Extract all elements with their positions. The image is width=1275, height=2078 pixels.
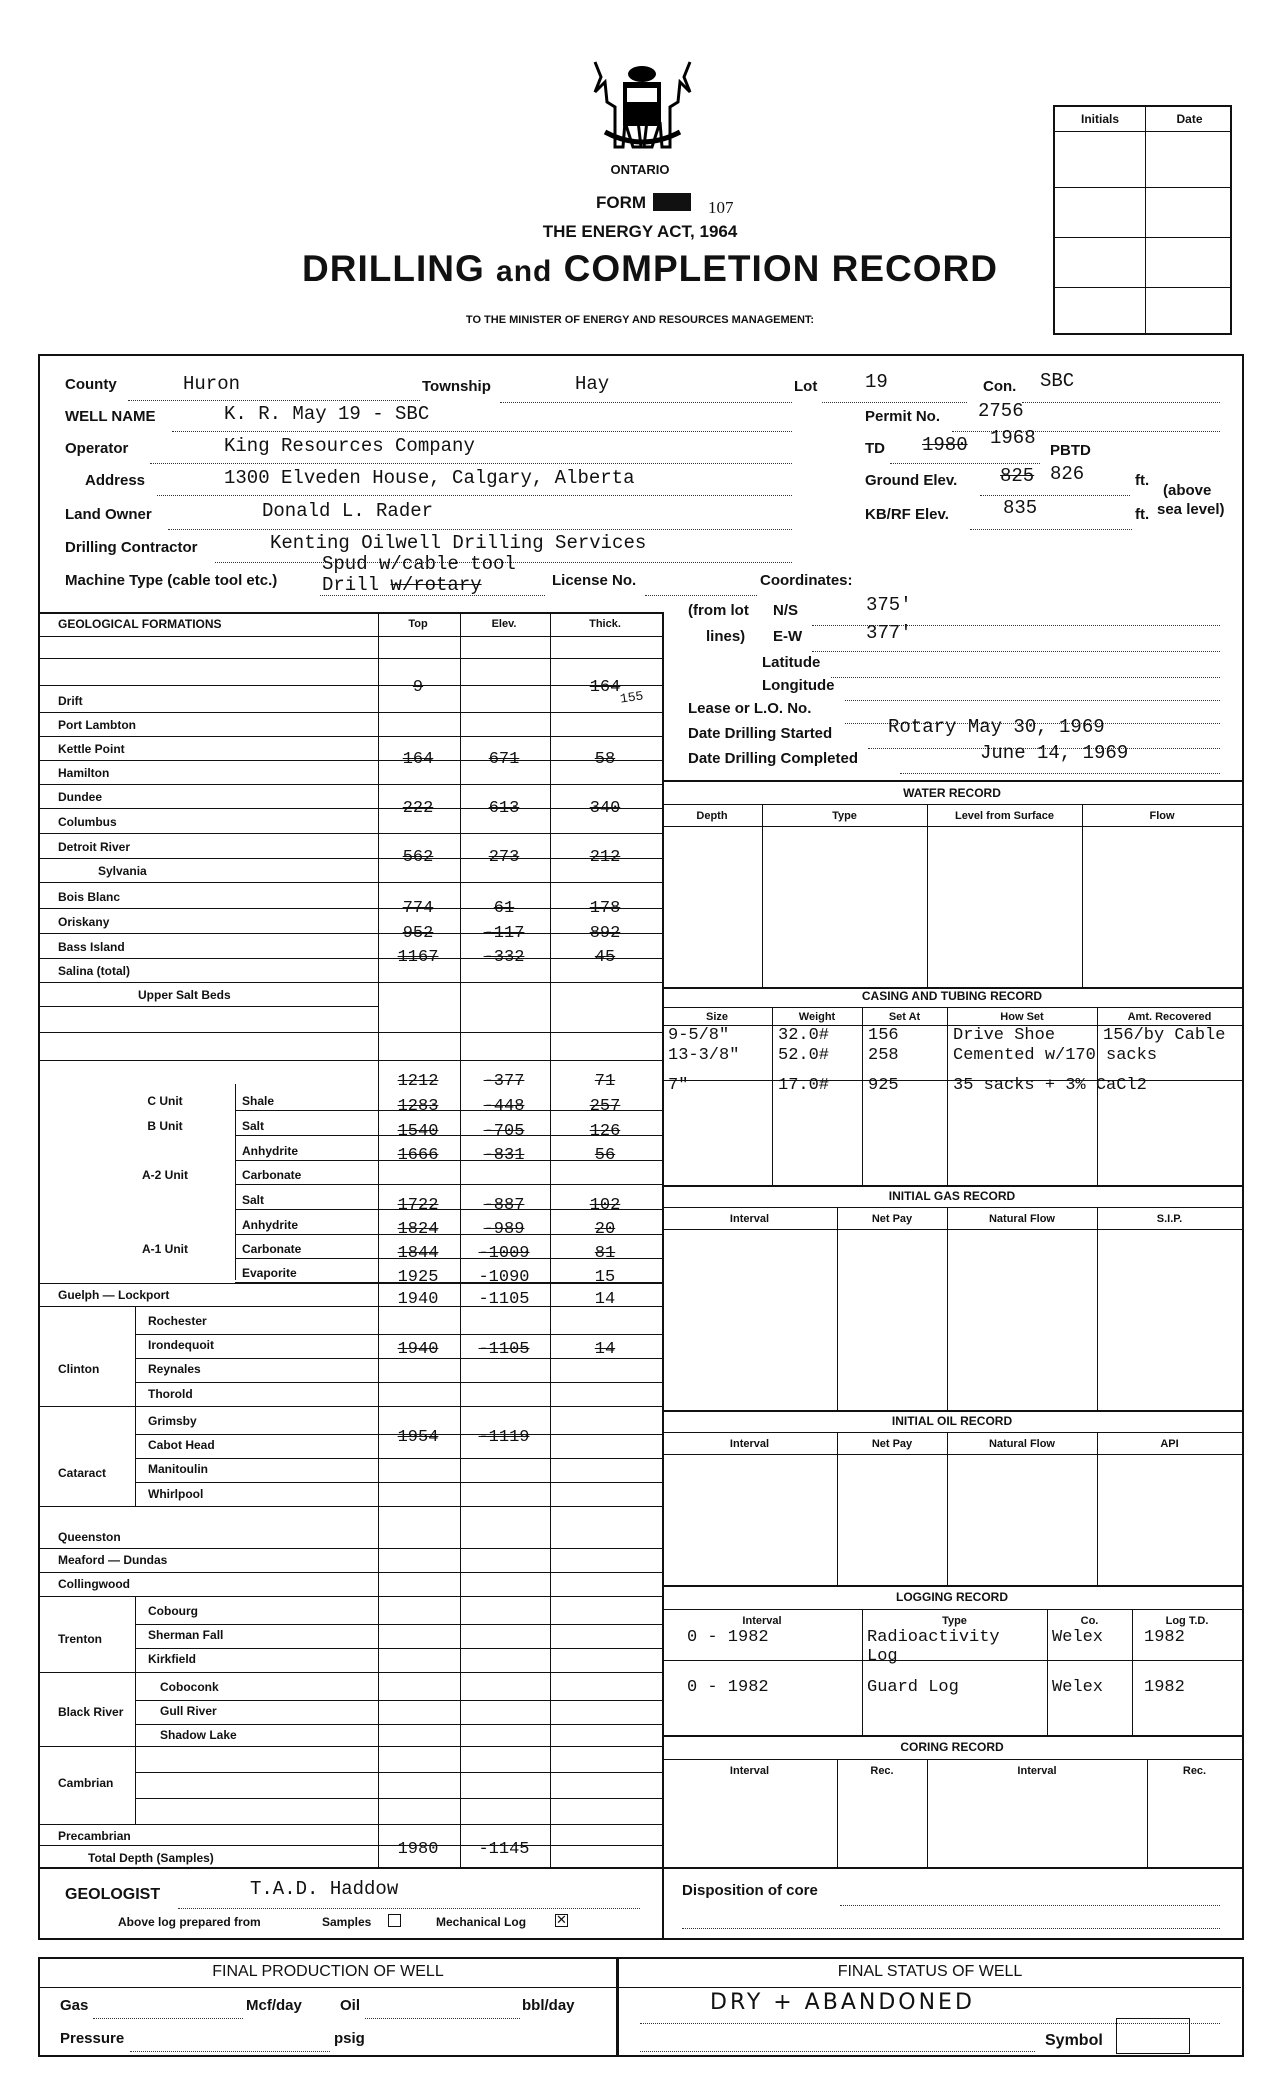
casing-cell-amt: 156/by Cable xyxy=(1103,1026,1226,1045)
salina-sub-name: Salt xyxy=(242,1119,265,1133)
logging-cell-type: Radioactivity Log xyxy=(867,1628,1000,1666)
pressure-label: Pressure xyxy=(60,2030,125,2047)
formation-name: Sylvania xyxy=(98,864,147,878)
formation-thick: 58 xyxy=(594,750,616,769)
precambrian-name: Precambrian xyxy=(58,1829,131,1843)
formation-elev: -887 xyxy=(483,1196,525,1215)
formation-thick: 81 xyxy=(594,1244,616,1263)
township-value: Hay xyxy=(575,373,610,395)
formation-thick: 14 xyxy=(594,1290,616,1309)
casing-cell-weight: 52.0# xyxy=(778,1046,830,1065)
coring-col-interval-1: Interval xyxy=(729,1765,770,1777)
samples-label: Samples xyxy=(322,1915,372,1929)
formation-thick: 178 xyxy=(589,899,621,918)
permit-value: 2756 xyxy=(978,400,1024,422)
clinton-sub-name: Thorold xyxy=(148,1387,193,1401)
water-col-level: Level from Surface xyxy=(954,810,1055,822)
contractor-value: Kenting Oilwell Drilling Services xyxy=(270,532,647,554)
black-river-name: Black River xyxy=(58,1705,124,1719)
cataract-sub-name: Grimsby xyxy=(148,1414,197,1428)
cataract-sub-name: Manitoulin xyxy=(148,1462,208,1476)
operator-value: King Resources Company xyxy=(224,435,475,457)
logging-col-interval: Interval xyxy=(742,1615,782,1627)
coring-col-rec-2: Rec. xyxy=(1182,1765,1207,1777)
casing-cell-set: 925 xyxy=(868,1076,899,1095)
formation-elev: -1105 xyxy=(478,1290,530,1309)
formation-elev: -332 xyxy=(483,948,525,967)
ns-label: N/S xyxy=(773,602,799,619)
oil-col-flow: Natural Flow xyxy=(988,1438,1055,1450)
formation-name: Bois Blanc xyxy=(58,890,121,904)
status-value: DRY + ABANDONED xyxy=(710,1990,975,2015)
formation-thick: 45 xyxy=(594,948,616,967)
license-label: License No. xyxy=(552,572,637,589)
license-field[interactable] xyxy=(645,575,757,596)
casing-col-set: Set At xyxy=(888,1011,921,1023)
gas-col-interval: Interval xyxy=(729,1213,770,1225)
ground-elev-label: Ground Elev. xyxy=(865,472,958,489)
geo-header-formations: GEOLOGICAL FORMATIONS xyxy=(58,617,222,631)
casing-cell-size: 13-3/8" xyxy=(668,1046,740,1065)
clinton-sub-name: Rochester xyxy=(148,1314,207,1328)
casing-record-table xyxy=(662,985,1242,1187)
formation-thick: 164 xyxy=(589,678,621,697)
meaford-name: Meaford — Dundas xyxy=(58,1553,168,1567)
logging-record-title: LOGGING RECORD xyxy=(895,1590,1008,1604)
oil-field[interactable] xyxy=(365,2000,520,2019)
pbtd-label: PBTD xyxy=(1050,442,1091,459)
longitude-label: Longitude xyxy=(762,677,835,694)
formation-name: Bass Island xyxy=(58,940,125,954)
address-value: 1300 Elveden House, Calgary, Alberta xyxy=(224,467,635,489)
latitude-field[interactable] xyxy=(831,657,1220,678)
form-number: 107 xyxy=(708,198,734,217)
casing-cell-weight: 17.0# xyxy=(778,1076,830,1095)
casing-col-weight: Weight xyxy=(798,1011,836,1023)
oil-record-table xyxy=(662,1410,1242,1587)
form-subtitle: TO THE MINISTER OF ENERGY AND RESOURCES MANAGEMENT: xyxy=(465,314,815,326)
disposition-field[interactable] xyxy=(840,1885,1220,1906)
casing-cell-set: 156 xyxy=(868,1026,899,1045)
gas-record-table xyxy=(662,1185,1242,1412)
salina-sub-name: Shale xyxy=(242,1094,275,1108)
ft-label-2: ft. xyxy=(1135,506,1150,523)
geologist-field[interactable] xyxy=(178,1888,640,1909)
lot-field[interactable] xyxy=(822,382,967,403)
logging-col-co: Co. xyxy=(1080,1615,1099,1627)
county-field[interactable] xyxy=(128,380,420,401)
kb-field[interactable] xyxy=(970,509,1132,530)
formation-name: Oriskany xyxy=(58,915,110,929)
salina-sub-name: Carbonate xyxy=(242,1242,302,1256)
trenton-sub-name: Kirkfield xyxy=(148,1652,197,1666)
salina-sub-name: Carbonate xyxy=(242,1168,302,1182)
total-depth-elev: -1145 xyxy=(478,1840,530,1859)
water-record-title: WATER RECORD xyxy=(903,786,1001,800)
mech-log-checkbox[interactable]: ✕ xyxy=(556,1912,567,1927)
formation-elev: 273 xyxy=(488,848,520,867)
formation-elev: -989 xyxy=(483,1220,525,1239)
trenton-sub-name: Cobourg xyxy=(148,1604,198,1618)
lease-label: Lease or L.O. No. xyxy=(688,700,812,717)
drift-thick-annotation: 155 xyxy=(619,688,645,707)
gas-col-flow: Natural Flow xyxy=(988,1213,1055,1225)
disposition-field-2[interactable] xyxy=(682,1908,1220,1929)
formation-thick: 102 xyxy=(589,1196,621,1215)
form-title: DRILLING and COMPLETION RECORD xyxy=(302,248,998,289)
samples-checkbox[interactable] xyxy=(388,1914,401,1927)
cataract-sub-name: Cabot Head xyxy=(148,1438,215,1452)
salina-unit-name: B Unit xyxy=(147,1119,183,1133)
latitude-label: Latitude xyxy=(762,654,821,671)
mcf-label: Mcf/day xyxy=(246,1997,302,2014)
well-name-label: WELL NAME xyxy=(65,408,156,425)
formation-top: 1940 xyxy=(397,1290,439,1309)
date-label: Date xyxy=(1176,112,1203,126)
land-owner-value: Donald L. Rader xyxy=(262,500,434,522)
gas-field[interactable] xyxy=(93,2000,243,2019)
td-label: TD xyxy=(865,440,885,457)
formation-elev: -1119 xyxy=(478,1428,530,1447)
collingwood-name: Collingwood xyxy=(58,1577,130,1591)
salina-sub-name: Salt xyxy=(242,1193,265,1207)
formation-elev: 671 xyxy=(488,750,520,769)
formation-elev: 613 xyxy=(488,799,520,818)
formation-top: 1167 xyxy=(397,948,439,967)
total-depth-top: 1980 xyxy=(397,1840,439,1859)
black-river-sub-name: Shadow Lake xyxy=(160,1728,237,1742)
formation-top: 1925 xyxy=(397,1268,439,1287)
longitude-field[interactable] xyxy=(845,680,1220,701)
logging-cell-interval: 0 - 1982 xyxy=(687,1678,769,1697)
status-field-2[interactable] xyxy=(640,2035,1035,2052)
cataract-name: Cataract xyxy=(58,1466,107,1480)
formation-name: Drift xyxy=(58,694,83,708)
black-river-sub-name: Coboconk xyxy=(160,1680,219,1694)
trenton-sub-name: Sherman Fall xyxy=(148,1628,224,1642)
black-river-sub-name: Gull River xyxy=(160,1704,217,1718)
ew-label: E-W xyxy=(773,628,803,645)
formation-top: 1283 xyxy=(397,1097,439,1116)
formation-top: 1954 xyxy=(397,1428,439,1447)
ground-elev-new-value: 826 xyxy=(1050,463,1085,485)
formation-elev: -448 xyxy=(483,1097,525,1116)
formation-thick: 14 xyxy=(594,1340,616,1359)
formation-top: 222 xyxy=(402,799,434,818)
formation-top: 1722 xyxy=(397,1196,439,1215)
ns-value: 375' xyxy=(866,594,912,616)
formation-elev: -831 xyxy=(483,1146,525,1165)
prepared-from-label: Above log prepared from xyxy=(118,1915,261,1929)
formation-top: 774 xyxy=(402,899,434,918)
formation-elev: -705 xyxy=(483,1122,525,1141)
formation-elev: -117 xyxy=(483,924,525,943)
formation-name: Dundee xyxy=(58,790,103,804)
oil-col-netpay: Net Pay xyxy=(871,1438,913,1450)
logging-cell-type: Guard Log xyxy=(867,1678,959,1697)
county-label: County xyxy=(65,376,117,393)
contractor-label: Drilling Contractor xyxy=(65,539,198,556)
formation-top: 1844 xyxy=(397,1244,439,1263)
gas-col-sip: S.I.P. xyxy=(1156,1213,1183,1225)
machine-value-2: Drill w/rotary xyxy=(322,574,482,596)
formation-top: 1824 xyxy=(397,1220,439,1239)
above-label: (above xyxy=(1163,482,1212,499)
formation-top: 9 xyxy=(412,678,424,697)
ft-label-1: ft. xyxy=(1135,472,1150,489)
form-number-stamp xyxy=(653,193,691,211)
coring-col-rec-1: Rec. xyxy=(870,1765,894,1777)
kb-label: KB/RF Elev. xyxy=(865,506,949,523)
logging-cell-interval: 0 - 1982 xyxy=(687,1628,769,1647)
td-new-value: 1968 xyxy=(990,427,1036,449)
pressure-field[interactable] xyxy=(130,2033,330,2052)
township-label: Township xyxy=(422,378,491,395)
formation-top: 1212 xyxy=(397,1072,439,1091)
ew-value: 377' xyxy=(866,622,912,644)
cambrian-name: Cambrian xyxy=(58,1776,114,1790)
casing-cell-how: 35 sacks + 3% CaCl2 xyxy=(953,1076,1147,1095)
initials-date-box xyxy=(1053,105,1232,335)
formation-name: Upper Salt Beds xyxy=(138,988,231,1002)
geo-header-top: Top xyxy=(408,618,428,630)
geo-header-thick: Thick. xyxy=(589,618,621,630)
logging-cell-co: Welex xyxy=(1052,1678,1104,1697)
formation-top: 164 xyxy=(402,750,434,769)
formation-top: 1940 xyxy=(397,1340,439,1359)
machine-value-1: Spud w/cable tool xyxy=(322,553,516,575)
crest-emblem xyxy=(585,52,700,154)
casing-col-how: How Set xyxy=(1000,1011,1044,1023)
guelph-name: Guelph — Lockport xyxy=(58,1288,170,1302)
salina-sub-name: Evaporite xyxy=(242,1266,297,1280)
casing-cell-size: 9-5/8" xyxy=(668,1026,730,1045)
act-title: THE ENERGY ACT, 1964 xyxy=(542,222,738,241)
casing-col-size: Size xyxy=(705,1011,728,1023)
oil-label: Oil xyxy=(340,1997,361,2014)
formation-top: 952 xyxy=(402,924,434,943)
formation-thick: 340 xyxy=(589,799,621,818)
land-owner-label: Land Owner xyxy=(65,506,152,523)
clinton-sub-name: Reynales xyxy=(148,1362,201,1376)
started-label: Date Drilling Started xyxy=(688,725,833,742)
completed-label: Date Drilling Completed xyxy=(688,750,859,767)
cataract-sub-name: Whirlpool xyxy=(148,1487,204,1501)
formation-elev: 61 xyxy=(493,899,515,918)
bbl-label: bbl/day xyxy=(522,1997,575,2014)
logging-cell-co: Welex xyxy=(1052,1628,1104,1647)
clinton-name: Clinton xyxy=(58,1362,100,1376)
logging-col-type: Type xyxy=(942,1615,967,1627)
psig-label: psig xyxy=(334,2030,365,2047)
water-col-type: Type xyxy=(832,810,857,822)
status-title: FINAL STATUS OF WELL xyxy=(837,1963,1023,1980)
casing-cell-how: Drive Shoe xyxy=(953,1026,1056,1045)
oil-col-interval: Interval xyxy=(729,1438,770,1450)
formation-thick: 15 xyxy=(594,1268,616,1287)
total-depth-label: Total Depth (Samples) xyxy=(88,1851,214,1865)
td-struck-value: 1980 xyxy=(922,434,968,456)
province-name: ONTARIO xyxy=(610,162,670,177)
queenston-name: Queenston xyxy=(58,1530,121,1544)
formation-name: Salina (total) xyxy=(58,964,131,978)
clinton-sub-name: Irondequoit xyxy=(148,1338,214,1352)
completed-value: June 14, 1969 xyxy=(980,742,1129,764)
con-label: Con. xyxy=(983,378,1017,395)
salina-unit-name: C Unit xyxy=(147,1094,183,1108)
gas-col-netpay: Net Pay xyxy=(871,1213,913,1225)
oil-col-api: API xyxy=(1160,1438,1179,1450)
coring-col-interval-2: Interval xyxy=(1017,1765,1057,1777)
casing-record-title: CASING AND TUBING RECORD xyxy=(861,989,1043,1003)
mech-log-label: Mechanical Log xyxy=(436,1915,527,1929)
formation-top: 1666 xyxy=(397,1146,439,1165)
symbol-box[interactable] xyxy=(1116,2018,1190,2054)
coring-record-table xyxy=(662,1735,1242,1867)
casing-cell-set: 258 xyxy=(868,1046,899,1065)
address-label: Address xyxy=(85,472,146,489)
disposition-label: Disposition of core xyxy=(682,1882,818,1899)
formation-name: Kettle Point xyxy=(58,742,125,756)
from-lot-label: (from lot xyxy=(688,602,749,619)
coring-record-title: CORING RECORD xyxy=(900,1740,1004,1754)
salina-sub-name: Anhydrite xyxy=(242,1144,299,1158)
formation-thick: 126 xyxy=(589,1122,621,1141)
oil-record-title: INITIAL OIL RECORD xyxy=(891,1414,1013,1428)
water-record-table xyxy=(662,780,1242,989)
lines-label: lines) xyxy=(706,628,746,645)
casing-cell-size: 7" xyxy=(668,1076,689,1095)
gas-label: Gas xyxy=(60,1997,89,2014)
formation-thick: 212 xyxy=(589,848,621,867)
casing-cell-how: Cemented w/170 sacks xyxy=(953,1046,1158,1065)
ground-elev-value: 825 xyxy=(1000,465,1035,487)
formation-elev: -1009 xyxy=(478,1244,530,1263)
county-value: Huron xyxy=(183,373,241,395)
formation-thick: 20 xyxy=(594,1220,616,1239)
formation-name: Columbus xyxy=(58,815,117,829)
formation-thick: 257 xyxy=(589,1097,621,1116)
water-col-depth: Depth xyxy=(696,810,728,822)
logging-cell-td: 1982 xyxy=(1144,1678,1185,1697)
formation-top: 1540 xyxy=(397,1122,439,1141)
formation-elev: -1090 xyxy=(478,1268,530,1287)
casing-col-amt: Amt. Recovered xyxy=(1127,1011,1212,1023)
coordinates-label: Coordinates: xyxy=(760,572,853,589)
geologist-label: GEOLOGIST xyxy=(65,1886,161,1903)
production-title: FINAL PRODUCTION OF WELL xyxy=(212,1963,444,1980)
logging-col-td: Log T.D. xyxy=(1165,1615,1209,1627)
casing-cell-weight: 32.0# xyxy=(778,1026,830,1045)
township-field[interactable] xyxy=(500,382,792,403)
formation-top: 562 xyxy=(402,848,434,867)
salina-sub-name: Anhydrite xyxy=(242,1218,299,1232)
formation-elev: -1105 xyxy=(478,1340,530,1359)
geo-header-elev: Elev. xyxy=(491,618,517,630)
form-label: FORM xyxy=(596,193,647,212)
sea-level-label: sea level) xyxy=(1157,501,1225,518)
operator-label: Operator xyxy=(65,440,129,457)
well-name-value: K. R. May 19 - SBC xyxy=(224,403,430,425)
logging-cell-td: 1982 xyxy=(1144,1628,1185,1647)
symbol-label: Symbol xyxy=(1045,2032,1103,2049)
water-col-flow: Flow xyxy=(1149,810,1175,822)
machine-label: Machine Type (cable tool etc.) xyxy=(65,572,278,589)
formation-thick: 56 xyxy=(594,1146,616,1165)
lot-value: 19 xyxy=(865,371,888,393)
salina-unit-name: A-2 Unit xyxy=(142,1168,188,1182)
lot-label: Lot xyxy=(794,378,818,395)
started-value: Rotary May 30, 1969 xyxy=(888,716,1105,738)
formation-name: Port Lambton xyxy=(58,718,136,732)
permit-label: Permit No. xyxy=(865,408,941,425)
con-value: SBC xyxy=(1040,370,1075,392)
trenton-name: Trenton xyxy=(58,1632,102,1646)
gas-record-title: INITIAL GAS RECORD xyxy=(888,1189,1016,1203)
formation-name: Hamilton xyxy=(58,766,110,780)
salina-unit-name: A-1 Unit xyxy=(142,1242,188,1256)
geologist-name: T.A.D. Haddow xyxy=(250,1878,399,1900)
kb-value: 835 xyxy=(1003,497,1038,519)
formation-thick: 892 xyxy=(589,924,621,943)
formation-name: Detroit River xyxy=(58,840,131,854)
formation-thick: 71 xyxy=(594,1072,616,1091)
formation-elev: -377 xyxy=(483,1072,525,1091)
initials-label: Initials xyxy=(1080,112,1119,126)
